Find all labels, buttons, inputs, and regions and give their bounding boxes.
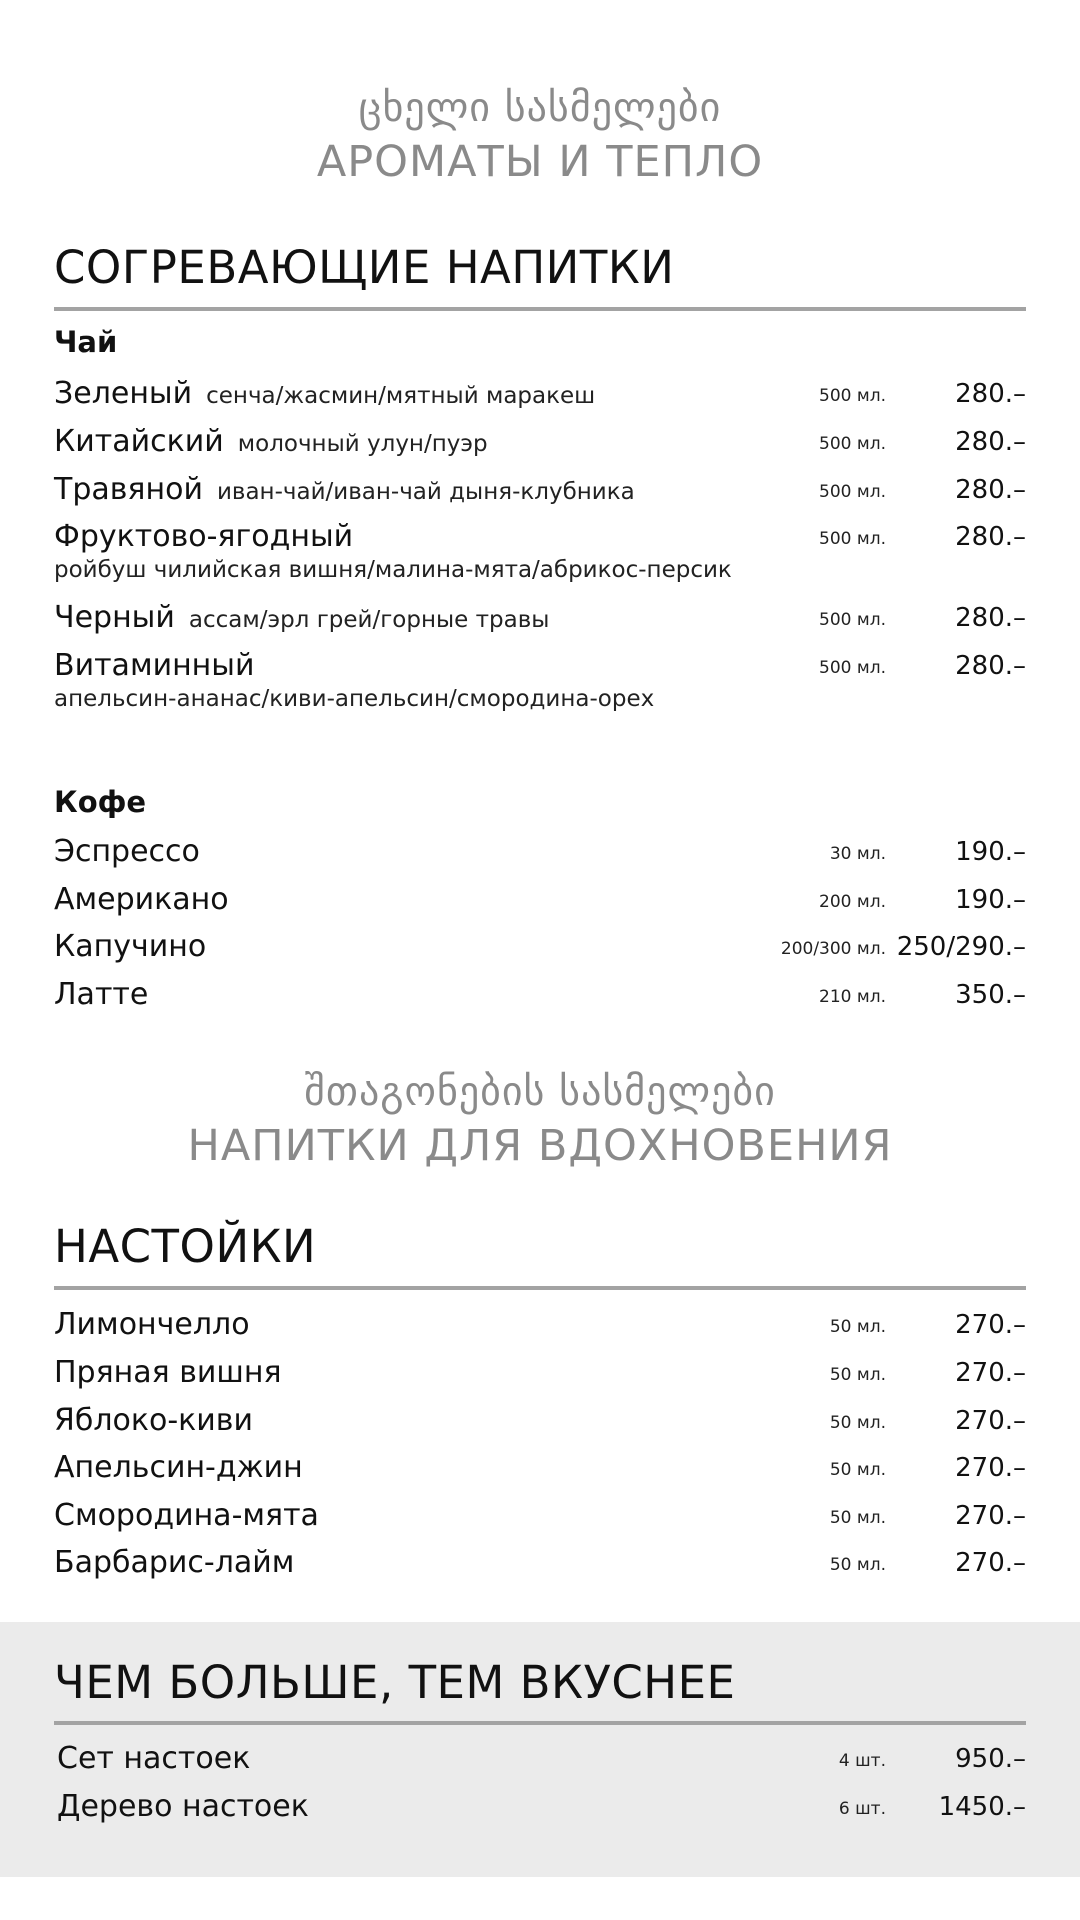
item-volume: 500 мл. (819, 482, 886, 502)
hero-russian-title: АРОМАТЫ И ТЕПЛО (316, 137, 764, 187)
item-volume: 500 мл. (819, 386, 886, 406)
item-price: 280.– (955, 603, 1026, 633)
item-description: молочный улун/пуэр (237, 431, 488, 457)
item-volume: 210 мл. (819, 987, 886, 1007)
item-price: 270.– (955, 1453, 1026, 1483)
item-volume: 6 шт. (838, 1799, 886, 1819)
hero-georgian-title: ცხელი სასმელები (358, 85, 722, 131)
item-name: Сет настоек (57, 1741, 251, 1776)
item-volume: 200 мл. (819, 892, 886, 912)
menu-item-tea (54, 646, 1026, 712)
item-name: Латте (54, 977, 149, 1012)
section-divider (54, 1721, 1026, 1725)
item-description: апельсин-ананас/киви-апельсин/смородина-орех (54, 686, 655, 712)
item-volume: 200/300 мл. (780, 939, 886, 959)
menu-item-set (54, 1739, 1026, 1787)
item-volume: 50 мл. (829, 1365, 886, 1385)
item-volume: 50 мл. (829, 1508, 886, 1528)
menu-item-tincture (54, 1353, 1026, 1401)
menu-item-tea (54, 517, 1026, 583)
item-name: Яблоко-киви (54, 1403, 253, 1438)
menu-item-tea (54, 598, 1026, 646)
item-price: 950.– (955, 1744, 1026, 1774)
menu-item-set (54, 1787, 1026, 1835)
item-volume: 4 шт. (838, 1751, 886, 1771)
item-price: 1450.– (938, 1792, 1026, 1822)
hero-georgian-title: შთაგონების სასმელები (304, 1069, 776, 1115)
section-divider (54, 307, 1026, 311)
item-price: 280.– (955, 651, 1026, 681)
item-volume: 500 мл. (819, 610, 886, 630)
menu-item-coffee (54, 832, 1026, 880)
item-volume: 50 мл. (829, 1317, 886, 1337)
item-volume: 500 мл. (819, 529, 886, 549)
item-name: Травяной иван-чай/иван-чай дыня-клубника (54, 472, 635, 507)
menu-item-coffee (54, 880, 1026, 928)
item-name: Лимончелло (54, 1307, 250, 1342)
item-price: 350.– (955, 980, 1026, 1010)
item-name: Капучино (54, 929, 207, 964)
item-volume: 50 мл. (829, 1460, 886, 1480)
section-title-tinctures: НАСТОЙКИ (54, 1220, 317, 1273)
item-volume: 50 мл. (829, 1555, 886, 1575)
section-divider (54, 1286, 1026, 1290)
item-price: 250/290.– (896, 932, 1026, 962)
hero-header-warm (0, 82, 1080, 190)
item-volume: 500 мл. (819, 658, 886, 678)
menu-item-tea (54, 374, 1026, 422)
menu-item-coffee (54, 975, 1026, 1023)
item-name: Смородина-мята (54, 1498, 319, 1533)
item-price: 280.– (955, 522, 1026, 552)
item-name: Апельсин-джин (54, 1450, 303, 1485)
item-name: Дерево настоек (57, 1789, 309, 1824)
item-price: 190.– (955, 885, 1026, 915)
item-price: 270.– (955, 1310, 1026, 1340)
item-volume: 30 мл. (829, 844, 886, 864)
item-name: Барбарис-лайм (54, 1545, 295, 1580)
menu-item-tincture (54, 1543, 1026, 1591)
item-name: Зеленый сенча/жасмин/мятный маракеш (54, 376, 596, 411)
hero-header-inspiration (0, 1066, 1080, 1174)
item-description: ассам/эрл грей/горные травы (188, 607, 550, 633)
section-title-warm-drinks: СОГРЕВАЮЩИЕ НАПИТКИ (54, 241, 675, 294)
tea-heading: Чай (54, 325, 118, 359)
item-price: 190.– (955, 837, 1026, 867)
item-price: 280.– (955, 379, 1026, 409)
item-price: 270.– (955, 1501, 1026, 1531)
coffee-heading: Кофе (54, 785, 147, 819)
item-name: Фруктово-ягодный (54, 519, 354, 554)
item-price: 270.– (955, 1548, 1026, 1578)
item-price: 270.– (955, 1358, 1026, 1388)
item-description: иван-чай/иван-чай дыня-клубника (216, 479, 635, 505)
item-description: ройбуш чилийская вишня/малина-мята/абрикос-персик (54, 557, 732, 583)
item-volume: 50 мл. (829, 1413, 886, 1433)
menu-item-tea (54, 470, 1026, 518)
menu-item-coffee (54, 927, 1026, 975)
item-name: Черный ассам/эрл грей/горные травы (54, 600, 550, 635)
menu-item-tea (54, 422, 1026, 470)
menu-item-tincture (54, 1496, 1026, 1544)
item-name: Витаминный (54, 648, 255, 683)
hero-russian-title: НАПИТКИ ДЛЯ ВДОХНОВЕНИЯ (187, 1121, 893, 1171)
menu-item-tincture (54, 1448, 1026, 1496)
item-name: Пряная вишня (54, 1355, 282, 1390)
item-description: сенча/жасмин/мятный маракеш (206, 383, 596, 409)
item-price: 280.– (955, 427, 1026, 457)
item-name: Эспрессо (54, 834, 200, 869)
menu-item-tincture (54, 1401, 1026, 1449)
item-price: 270.– (955, 1406, 1026, 1436)
item-volume: 500 мл. (819, 434, 886, 454)
item-price: 280.– (955, 475, 1026, 505)
item-name: Американо (54, 882, 229, 917)
section-title-sets: ЧЕМ БОЛЬШЕ, ТЕМ ВКУСНЕЕ (54, 1656, 736, 1709)
menu-item-tincture (54, 1305, 1026, 1353)
item-name: Китайский молочный улун/пуэр (54, 424, 488, 459)
